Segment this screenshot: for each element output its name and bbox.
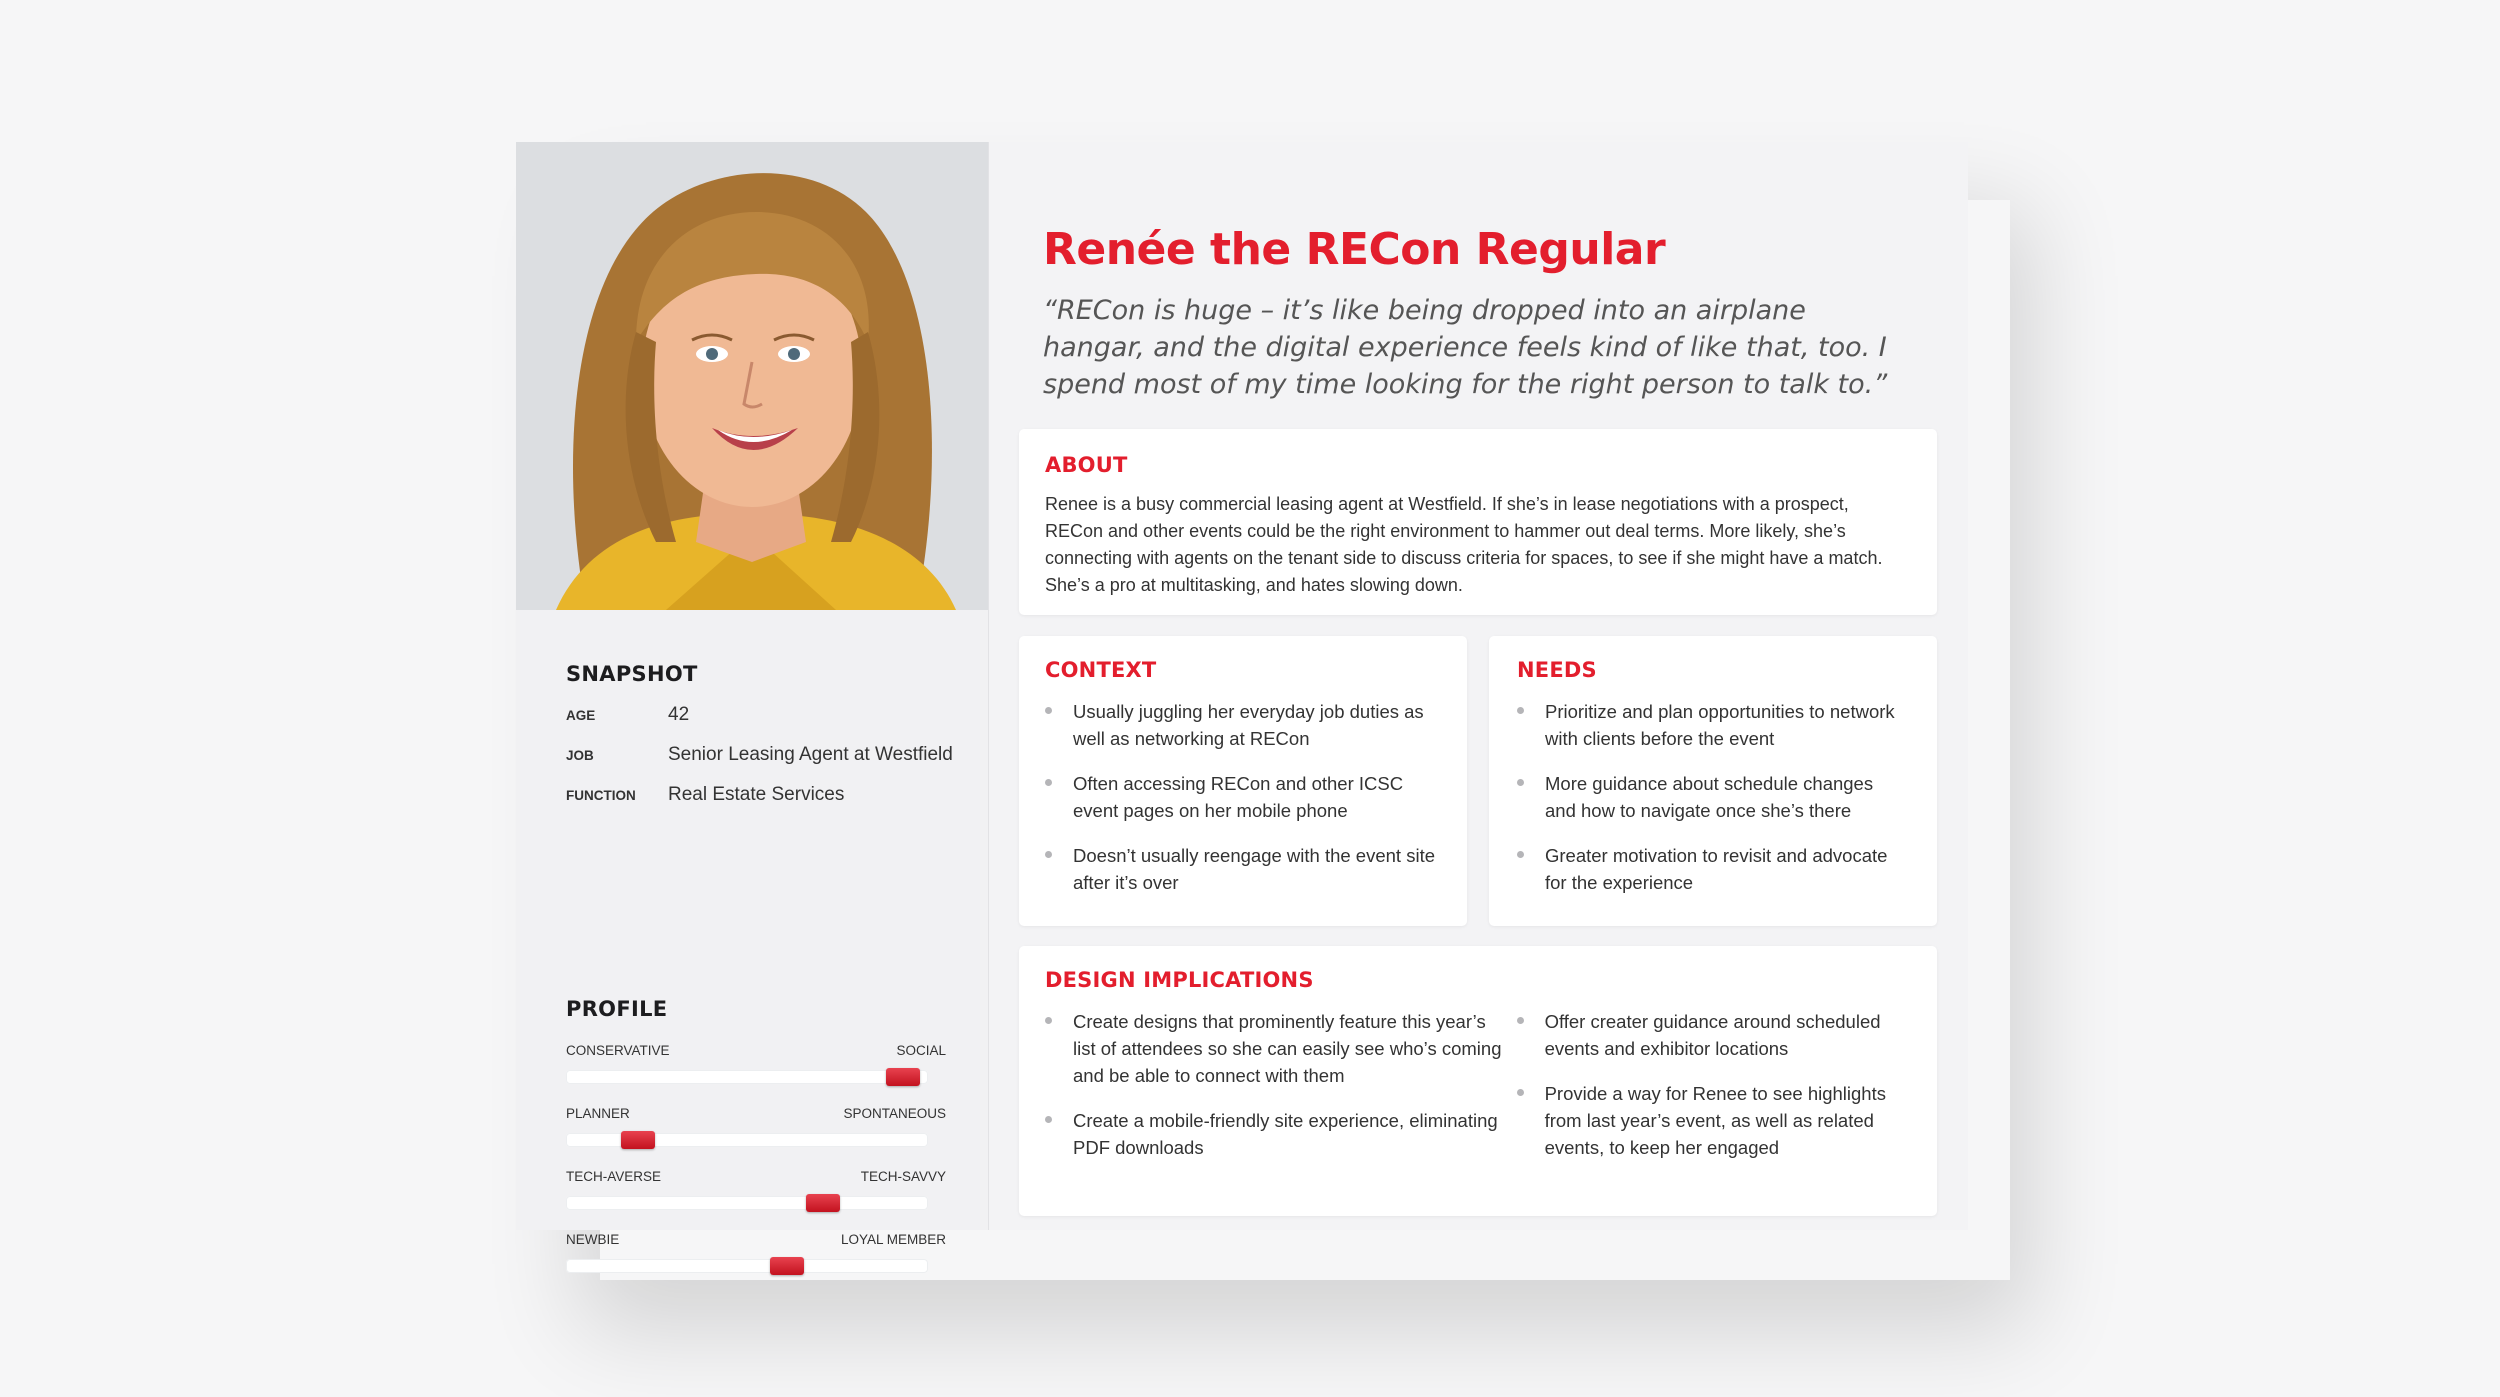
list-item (1517, 770, 1909, 824)
slider-thumb[interactable] (770, 1257, 804, 1275)
persona-card (516, 142, 1968, 1247)
list-item-text: Create a mobile-friendly site experience, eliminating PDF downloads (1073, 1110, 1498, 1158)
list-item (1045, 770, 1441, 824)
slider-thumb[interactable] (886, 1068, 920, 1086)
about-text: Renee is a busy commercial leasing agent at Westfield. If she’s in lease negotiations with a prospect, RECon and other events could be the right environment to hammer out deal terms. More likely, she’s connecting with agents on the tenant side to discuss criteria for spaces, to see if she might have a match. She’s a pro at multitasking, and hates slowing down. (1045, 494, 1883, 595)
profile-slider (566, 1169, 946, 1210)
snapshot-row-age (566, 704, 976, 726)
design-list-left (1045, 1008, 1503, 1179)
slider-left-label: TECH-AVERSE (566, 1169, 662, 1184)
list-item-text: More guidance about schedule changes and how to navigate once she’s there (1545, 773, 1874, 821)
bullet-icon (1045, 1116, 1052, 1123)
snapshot-section (566, 662, 976, 806)
needs-list (1517, 698, 1909, 896)
slider-right-label: SOCIAL (896, 1043, 946, 1058)
bullet-icon (1517, 851, 1524, 858)
bullet-icon (1517, 1089, 1524, 1096)
right-panel (989, 142, 1968, 1230)
bullet-icon (1517, 707, 1524, 714)
persona-quote: “RECon is huge – it’s like being dropped into an airplane hangar, and the digital experience feels kind of like that, too. I spend most of my time looking for the right person to talk to.” (1043, 295, 1888, 400)
bullet-icon (1045, 851, 1052, 858)
profile-title: PROFILE (566, 997, 668, 1021)
list-item-text: Provide a way for Renee to see highlights from last year’s event, as well as related events, to keep her engaged (1544, 1083, 1886, 1158)
bullet-icon (1045, 1017, 1052, 1024)
context-title: CONTEXT (1045, 658, 1157, 682)
list-item (1517, 1008, 1911, 1062)
slider-right-label: LOYAL MEMBER (840, 1232, 946, 1247)
slider-thumb[interactable] (621, 1131, 655, 1149)
list-item-text: Greater motivation to revisit and advocate for the experience (1545, 845, 1888, 893)
list-item-text: Doesn’t usually reengage with the event site after it’s over (1073, 845, 1435, 893)
snapshot-row-job (566, 744, 976, 766)
snapshot-value: Senior Leasing Agent at Westfield (668, 744, 953, 765)
profile-section (566, 997, 946, 1273)
list-item-text: Create designs that prominently feature this year’s list of attendees so she can easily see who’s coming and be able to connect with them (1073, 1011, 1502, 1086)
snapshot-title: SNAPSHOT (566, 662, 698, 686)
persona-photo (516, 142, 988, 610)
profile-slider (566, 1232, 946, 1273)
list-item (1517, 842, 1909, 896)
list-item (1045, 1008, 1503, 1089)
slider-track (566, 1196, 928, 1210)
bullet-icon (1045, 707, 1052, 714)
context-list (1045, 698, 1441, 896)
snapshot-label: FUNCTION (566, 788, 636, 803)
list-item (1045, 698, 1441, 752)
snapshot-label: AGE (566, 708, 596, 723)
bullet-icon (1517, 1017, 1524, 1024)
about-title: ABOUT (1045, 453, 1128, 477)
list-item-text: Offer creater guidance around scheduled events and exhibitor locations (1544, 1011, 1881, 1059)
needs-card (1489, 636, 1937, 926)
design-title: DESIGN IMPLICATIONS (1045, 968, 1314, 992)
snapshot-label: JOB (566, 748, 594, 763)
bullet-icon (1517, 779, 1524, 786)
list-item (1517, 1080, 1911, 1161)
slider-track (566, 1133, 928, 1147)
persona-portrait-illustration (516, 142, 988, 610)
slider-left-label: CONSERVATIVE (566, 1043, 670, 1058)
context-card (1019, 636, 1467, 926)
list-item-text: Often accessing RECon and other ICSC event pages on her mobile phone (1073, 773, 1404, 821)
design-list-right (1503, 1008, 1911, 1179)
slider-thumb[interactable] (806, 1194, 840, 1212)
profile-slider (566, 1106, 946, 1147)
about-card (1019, 429, 1937, 615)
bullet-icon (1045, 779, 1052, 786)
slider-right-label: SPONTANEOUS (843, 1106, 946, 1121)
left-panel (516, 142, 989, 1247)
list-item (1517, 698, 1909, 752)
slider-right-label: TECH-SAVVY (860, 1169, 946, 1184)
snapshot-value: 42 (668, 704, 690, 725)
slider-left-label: PLANNER (566, 1106, 630, 1121)
slider-left-label: NEWBIE (566, 1232, 620, 1247)
needs-title: NEEDS (1517, 658, 1597, 682)
slider-track (566, 1070, 928, 1084)
slider-track (566, 1259, 928, 1273)
design-implications-card (1019, 946, 1937, 1216)
list-item (1045, 1107, 1503, 1161)
snapshot-value: Real Estate Services (668, 784, 845, 805)
list-item (1045, 842, 1441, 896)
persona-name: Renée the RECon Regular (1043, 224, 1666, 275)
profile-slider (566, 1043, 946, 1084)
list-item-text: Prioritize and plan opportunities to network with clients before the event (1545, 701, 1895, 749)
list-item-text: Usually juggling her everyday job duties as well as networking at RECon (1073, 701, 1424, 749)
snapshot-row-function (566, 784, 976, 806)
